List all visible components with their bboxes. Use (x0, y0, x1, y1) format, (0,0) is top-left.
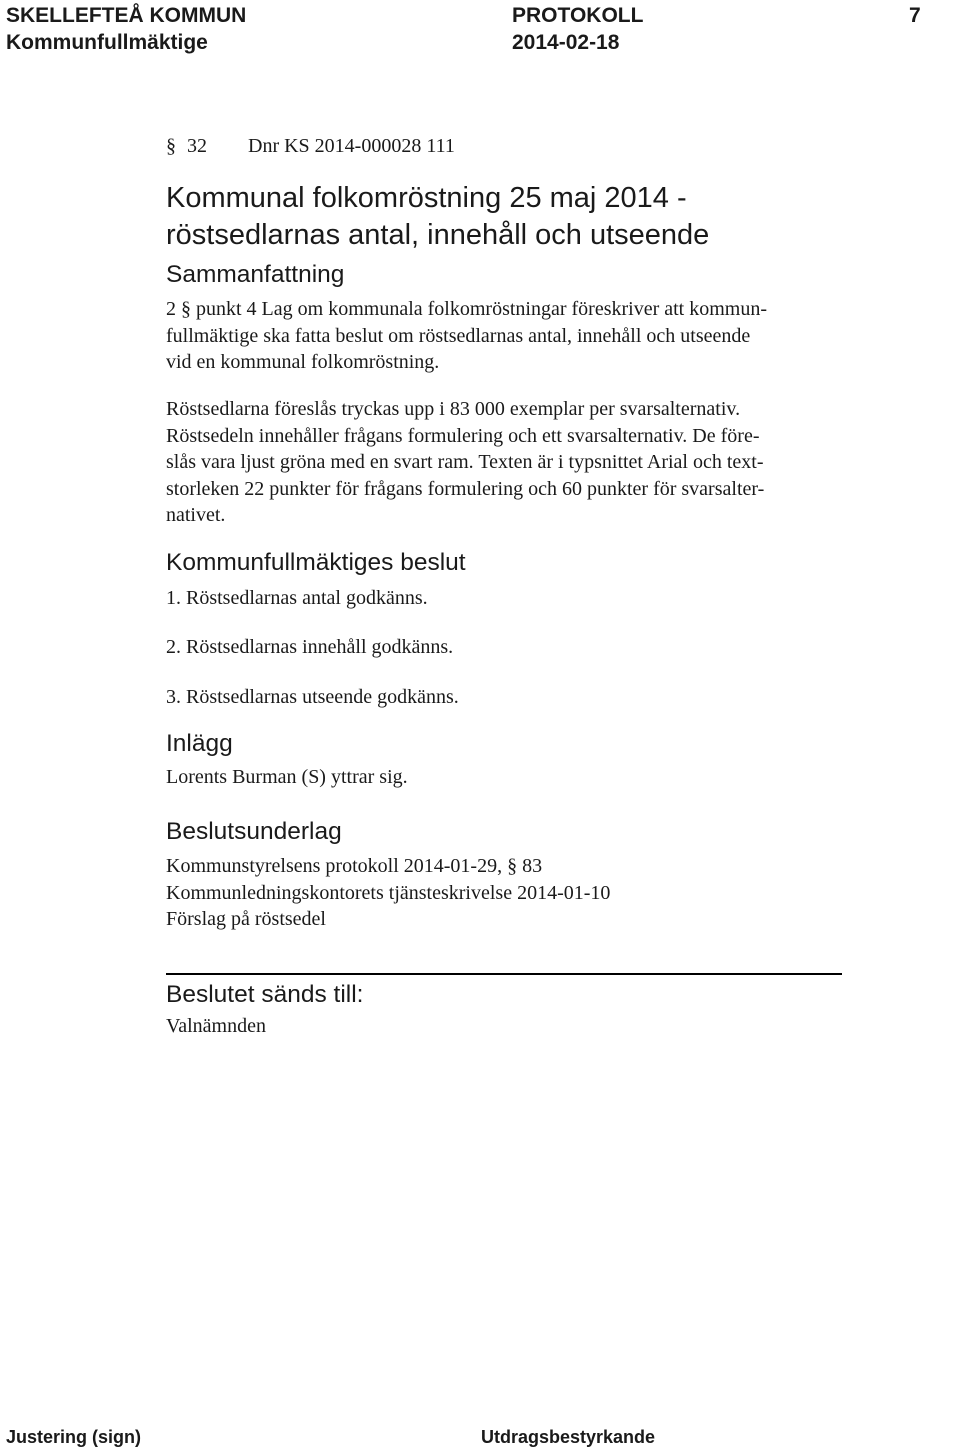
contribution-text: Lorents Burman (S) yttrar sig. (166, 766, 408, 788)
basis-item: Förslag på röstsedel (166, 908, 326, 930)
text-line: Röstsedeln innehåller frågans formulering och ett svarsalternativ. De före- (166, 424, 760, 447)
basis-heading: Beslutsunderlag (166, 818, 342, 845)
dnr-reference: Dnr KS 2014-000028 111 (248, 135, 455, 157)
body-name: Kommunfullmäktige (6, 31, 208, 54)
basis-item: Kommunstyrelsens protokoll 2014-01-29, § 83 (166, 855, 543, 877)
summary-heading: Sammanfattning (166, 261, 345, 288)
text-line: storleken 22 punkter för frågans formulering och 60 punkter för svarsalter- (166, 477, 765, 500)
item-number: 32 (187, 135, 207, 157)
municipality-name: SKELLEFTEÅ KOMMUN (6, 4, 247, 27)
title-line-1: Kommunal folkomröstning 25 maj 2014 - (166, 182, 687, 214)
contribution-heading: Inlägg (166, 730, 233, 757)
item-reference (166, 133, 455, 160)
footer-certification-label: Utdragsbestyrkande (481, 1427, 656, 1447)
title-line-2: röstsedlarnas antal, innehåll och utseende (166, 219, 710, 251)
section-symbol: § (166, 135, 176, 157)
text-line: slås vara ljust gröna med en svart ram. Texten är i typsnittet Arial och text- (166, 451, 764, 473)
sent-to-heading: Beslutet sänds till: (166, 981, 364, 1008)
divider (166, 973, 842, 975)
text-line: nativet. (166, 504, 226, 526)
basis-item: Kommunledningskontorets tjänsteskrivelse 2014-01-10 (166, 881, 611, 904)
basis-list (166, 853, 610, 933)
decision-item-1: 1. Röstsedlarnas antal godkänns. (166, 587, 428, 609)
decision-item-3: 3. Röstsedlarnas utseende godkänns. (166, 686, 459, 708)
summary-paragraph-1 (166, 296, 767, 376)
sent-to-recipient: Valnämnden (166, 1015, 266, 1037)
decision-heading: Kommunfullmäktiges beslut (166, 549, 466, 576)
footer-signature-label: Justering (sign) (6, 1427, 142, 1447)
decision-item-2: 2. Röstsedlarnas innehåll godkänns. (166, 636, 454, 658)
meeting-date: 2014-02-18 (512, 31, 620, 54)
summary-paragraph-2 (166, 396, 764, 529)
text-line: vid en kommunal folkomröstning. (166, 351, 440, 373)
page-number: 7 (909, 4, 921, 27)
text-line: Röstsedlarna föreslås tryckas upp i 83 000 exemplar per svarsalternativ. (166, 398, 741, 420)
text-line: 2 § punkt 4 Lag om kommunala folkomröstningar föreskriver att kommun- (166, 298, 767, 320)
document-type: PROTOKOLL (512, 4, 644, 27)
text-line: fullmäktige ska fatta beslut om röstsedlarnas antal, innehåll och utseende (166, 324, 751, 347)
